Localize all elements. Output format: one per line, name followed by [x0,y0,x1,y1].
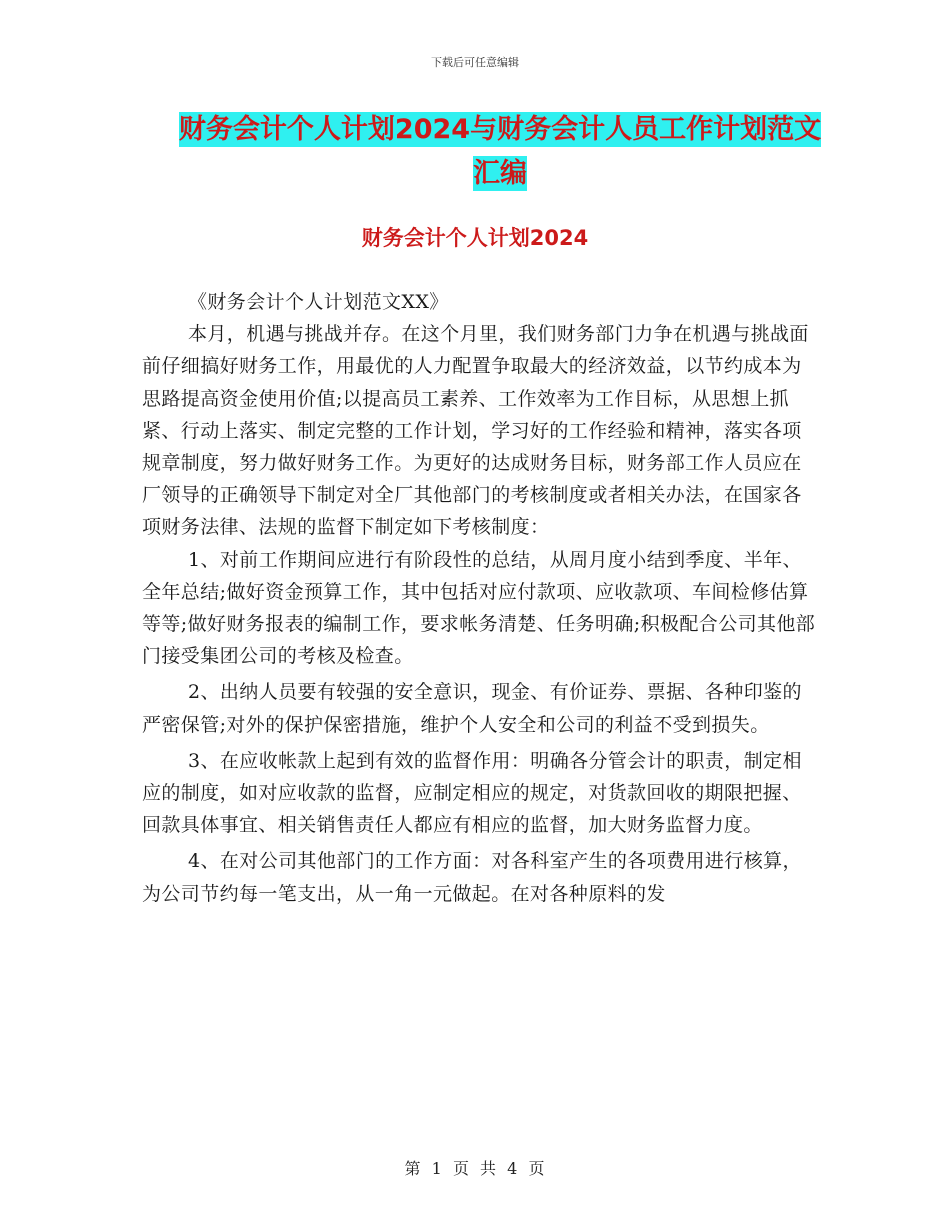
footer-total-pages: 4 [507,1159,519,1178]
section-title: 财务会计个人计划2024 [361,226,589,250]
footer-page-word: 页 [452,1159,470,1178]
footer-suffix: 页 [528,1159,546,1178]
paragraph: 3、在应收帐款上起到有效的监督作用：明确各分管会计的职责，制定相应的制度，如对应收款的监督，应制定相应的规定，对货款回收的期限把握、回款具体事宜、相关销售责任人都应有相应的监督，加大财务监督力度。 [142,749,802,837]
document-body [142,286,817,910]
footer-page-number: 1 [431,1159,443,1178]
header-note: 下载后可任意编辑 [431,56,519,69]
paragraph-heading: 《财务会计个人计划范文XX》 [188,291,449,313]
paragraph: 1、对前工作期间应进行有阶段性的总结，从周月度小结到季度、半年、全年总结;做好资金预算工作，其中包括对应付款项、应收款项、车间检修估算等等;做好财务报表的编制工作，要求帐务清楚、任务明确;积极配合公司其他部门接受集团公司的考核及检查。 [142,548,816,668]
document-title-line1: 财务会计个人计划2024与财务会计人员工作计划范文 [178,114,822,145]
document-title [150,108,850,196]
document-title-line2: 汇编 [473,158,527,189]
paragraph: 本月，机遇与挑战并存。在这个月里，我们财务部门力争在机遇与挑战面前仔细搞好财务工作，用最优的人力配置争取最大的经济效益，以节约成本为思路提高资金使用价值;以提高员工素养、工作效率为工作目标，从思想上抓紧、行动上落实、制定完整的工作计划，学习好的工作经验和精神，落实各项规章制度，努力做好财务工作。为更好的达成财务目标，财务部工作人员应在厂领导的正确领导下制定对全厂其他部门的考核制度或者相关办法，在国家各项财务法律、法规的监督下制定如下考核制度： [142,323,809,539]
footer-total-prefix: 共 [480,1159,498,1178]
page-footer [0,1156,950,1179]
paragraph: 2、出纳人员要有较强的安全意识，现金、有价证券、票据、各种印鉴的严密保管;对外的保护保密措施，维护个人安全和公司的利益不受到损失。 [142,681,802,736]
paragraph: 4、在对公司其他部门的工作方面：对各科室产生的各项费用进行核算，为公司节约每一笔支出，从一角一元做起。在对各种原料的发 [142,850,802,905]
footer-prefix: 第 [404,1159,422,1178]
